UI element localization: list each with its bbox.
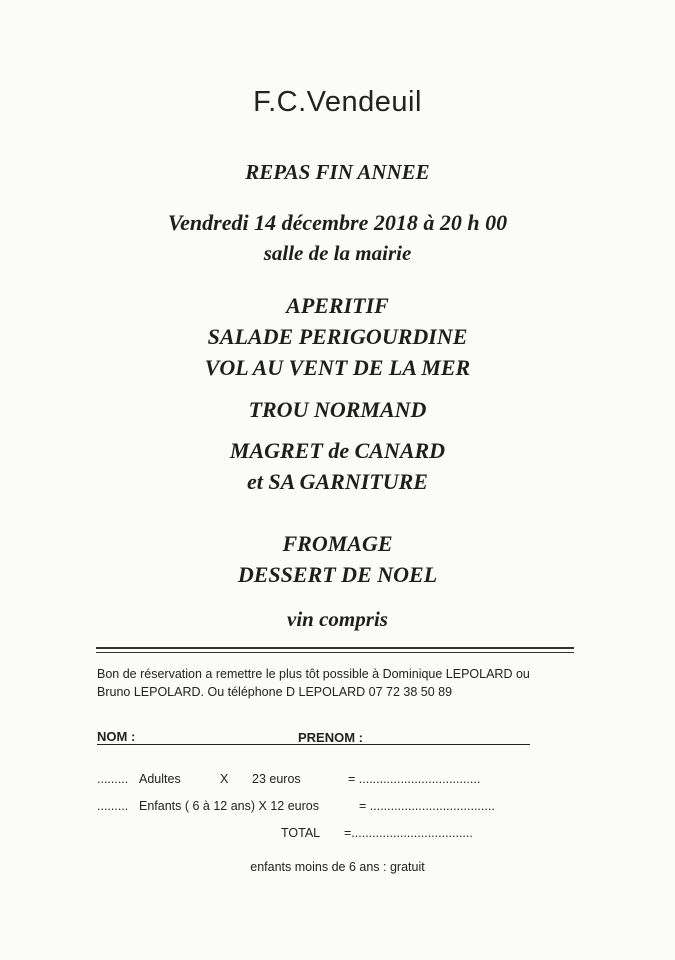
children-total-field[interactable]: = .................................... (359, 799, 495, 813)
prenom-label: PRENOM : (298, 730, 363, 745)
club-title: F.C.Vendeuil (253, 86, 422, 118)
adults-mult: X (220, 772, 229, 786)
event-name: REPAS FIN ANNEE (245, 160, 430, 184)
menu-item: FROMAGE (282, 531, 393, 556)
separator-rule (96, 647, 574, 649)
children-prefix[interactable]: ......... (97, 799, 129, 813)
separator-rule (96, 652, 574, 653)
menu-item: APERITIF (286, 293, 389, 318)
adults-prefix[interactable]: ......... (97, 772, 129, 786)
adults-label: Adultes (139, 772, 181, 786)
nom-label: NOM : (97, 729, 136, 744)
adults-total-field[interactable]: = ................................... (348, 772, 481, 786)
wine-note: vin compris (287, 607, 388, 631)
reservation-instructions (97, 665, 587, 701)
menu-item: et SA GARNITURE (247, 469, 428, 494)
menu-item: DESSERT DE NOEL (237, 562, 438, 587)
total-label: TOTAL (281, 826, 321, 840)
instructions-line: Bon de réservation a remettre le plus tôt possible à Dominique LEPOLARD ou (97, 667, 530, 681)
instructions-line: Bruno LEPOLARD. Ou téléphone D LEPOLARD 07 72 38 50 89 (97, 685, 453, 699)
children-label: Enfants ( 6 à 12 ans) X 12 euros (139, 799, 319, 813)
menu-item: MAGRET de CANARD (229, 438, 446, 463)
event-date: Vendredi 14 décembre 2018 à 20 h 00 (167, 210, 508, 235)
adults-price: 23 euros (252, 772, 301, 786)
free-children-note: enfants moins de 6 ans : gratuit (250, 860, 425, 874)
menu-item: TROU NORMAND (248, 397, 427, 422)
name-field-line[interactable] (97, 744, 530, 745)
menu-item: SALADE PERIGOURDINE (207, 324, 468, 349)
event-place: salle de la mairie (263, 241, 412, 265)
menu-item: VOL AU VENT DE LA MER (204, 355, 471, 380)
grand-total-field[interactable]: =................................... (344, 826, 473, 840)
